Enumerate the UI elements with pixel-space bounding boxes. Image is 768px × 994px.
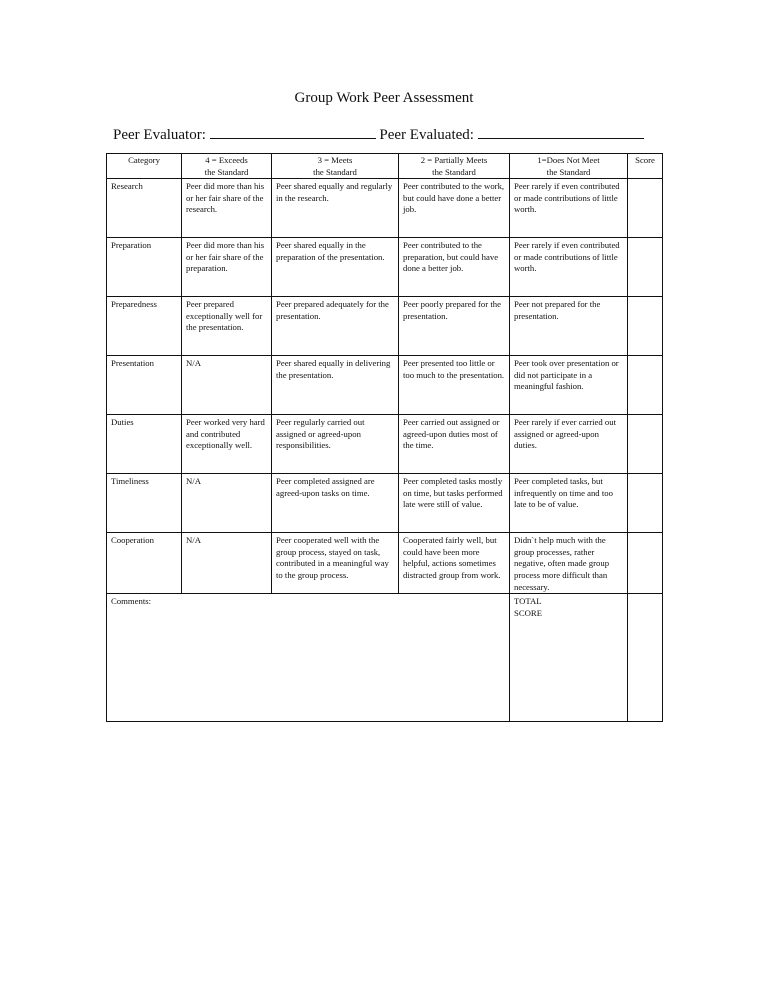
- partially-meets-cell: Cooperated fairly well, but could have been more helpful, actions sometimes distracted group from work.: [399, 533, 510, 594]
- score-label: SCORE: [514, 607, 543, 618]
- does-not-meet-cell: Peer completed tasks, but infrequently on time and too late to be of value.: [510, 474, 628, 533]
- does-not-meet-cell: Peer not prepared for the presentation.: [510, 297, 628, 356]
- header-row: [107, 154, 663, 179]
- category-cell: Preparation: [107, 238, 182, 297]
- meets-cell: Peer completed assigned are agreed-upon tasks on time.: [272, 474, 399, 533]
- does-not-meet-cell: Peer rarely if even contributed or made contributions of little worth.: [510, 238, 628, 297]
- peer-evaluator-blank[interactable]: [210, 124, 376, 139]
- partially-meets-cell: Peer contributed to the preparation, but could have done a better job.: [399, 238, 510, 297]
- total-label: TOTAL: [514, 596, 542, 607]
- category-cell: Presentation: [107, 356, 182, 415]
- header-score: Score: [628, 154, 663, 179]
- category-cell: Cooperation: [107, 533, 182, 594]
- meets-cell: Peer regularly carried out assigned or agreed-upon responsibilities.: [272, 415, 399, 474]
- meets-cell: Peer prepared adequately for the presentation.: [272, 297, 399, 356]
- header-meets: 3 = Meets the Standard: [272, 154, 399, 179]
- exceeds-cell: Peer worked very hard and contributed exceptionally well.: [182, 415, 272, 474]
- does-not-meet-cell: Didn`t help much with the group processes, rather negative, often made group process more difficult than necessary.: [510, 533, 628, 594]
- score-cell[interactable]: [628, 474, 663, 533]
- category-cell: Timeliness: [107, 474, 182, 533]
- comments-cell[interactable]: [107, 594, 510, 722]
- partially-meets-cell: Peer carried out assigned or agreed-upon duties most of the time.: [399, 415, 510, 474]
- meets-cell: Peer shared equally in the preparation of the presentation.: [272, 238, 399, 297]
- score-cell[interactable]: [628, 297, 663, 356]
- partially-meets-cell: Peer poorly prepared for the presentation.: [399, 297, 510, 356]
- exceeds-cell: N/A: [182, 356, 272, 415]
- exceeds-cell: Peer did more than his or her fair share of the research.: [182, 179, 272, 238]
- partially-meets-cell: Peer contributed to the work, but could have done a better job.: [399, 179, 510, 238]
- category-cell: Preparedness: [107, 297, 182, 356]
- score-cell[interactable]: [628, 356, 663, 415]
- comments-label: Comments:: [111, 596, 152, 607]
- table-row: [107, 533, 663, 594]
- header-exceeds: 4 = Exceeds the Standard: [182, 154, 272, 179]
- table-row: [107, 238, 663, 297]
- meets-cell: Peer shared equally and regularly in the research.: [272, 179, 399, 238]
- category-cell: Research: [107, 179, 182, 238]
- assessment-table: [106, 153, 663, 722]
- category-cell: Duties: [107, 415, 182, 474]
- exceeds-cell: N/A: [182, 474, 272, 533]
- peer-evaluated-label: Peer Evaluated:: [379, 127, 474, 143]
- total-score-label-cell: [510, 594, 628, 722]
- score-cell[interactable]: [628, 238, 663, 297]
- score-cell[interactable]: [628, 179, 663, 238]
- comments-row: [107, 594, 663, 722]
- table-row: [107, 415, 663, 474]
- header-does-not-meet: 1=Does Not Meet the Standard: [510, 154, 628, 179]
- does-not-meet-cell: Peer rarely if ever carried out assigned or agreed-upon duties.: [510, 415, 628, 474]
- meets-cell: Peer shared equally in delivering the presentation.: [272, 356, 399, 415]
- meets-cell: Peer cooperated well with the group process, stayed on task, contributed in a meaningful way to the group process.: [272, 533, 399, 594]
- peer-evaluator-label: Peer Evaluator:: [113, 127, 206, 143]
- score-cell[interactable]: [628, 415, 663, 474]
- exceeds-cell: Peer did more than his or her fair share of the preparation.: [182, 238, 272, 297]
- partially-meets-cell: Peer completed tasks mostly on time, but tasks performed late were still of value.: [399, 474, 510, 533]
- page-title: Group Work Peer Assessment: [294, 90, 474, 106]
- peer-evaluated-blank[interactable]: [478, 124, 644, 139]
- score-cell[interactable]: [628, 533, 663, 594]
- header-category: Category: [107, 154, 182, 179]
- does-not-meet-cell: Peer rarely if even contributed or made contributions of little worth.: [510, 179, 628, 238]
- table-row: [107, 297, 663, 356]
- evaluator-line: [113, 124, 644, 144]
- exceeds-cell: N/A: [182, 533, 272, 594]
- partially-meets-cell: Peer presented too little or too much to the presentation.: [399, 356, 510, 415]
- table-row: [107, 474, 663, 533]
- table-row: [107, 179, 663, 238]
- exceeds-cell: Peer prepared exceptionally well for the presentation.: [182, 297, 272, 356]
- total-score-cell[interactable]: [628, 594, 663, 722]
- does-not-meet-cell: Peer took over presentation or did not participate in a meaningful fashion.: [510, 356, 628, 415]
- table-row: [107, 356, 663, 415]
- header-partially-meets: 2 = Partially Meets the Standard: [399, 154, 510, 179]
